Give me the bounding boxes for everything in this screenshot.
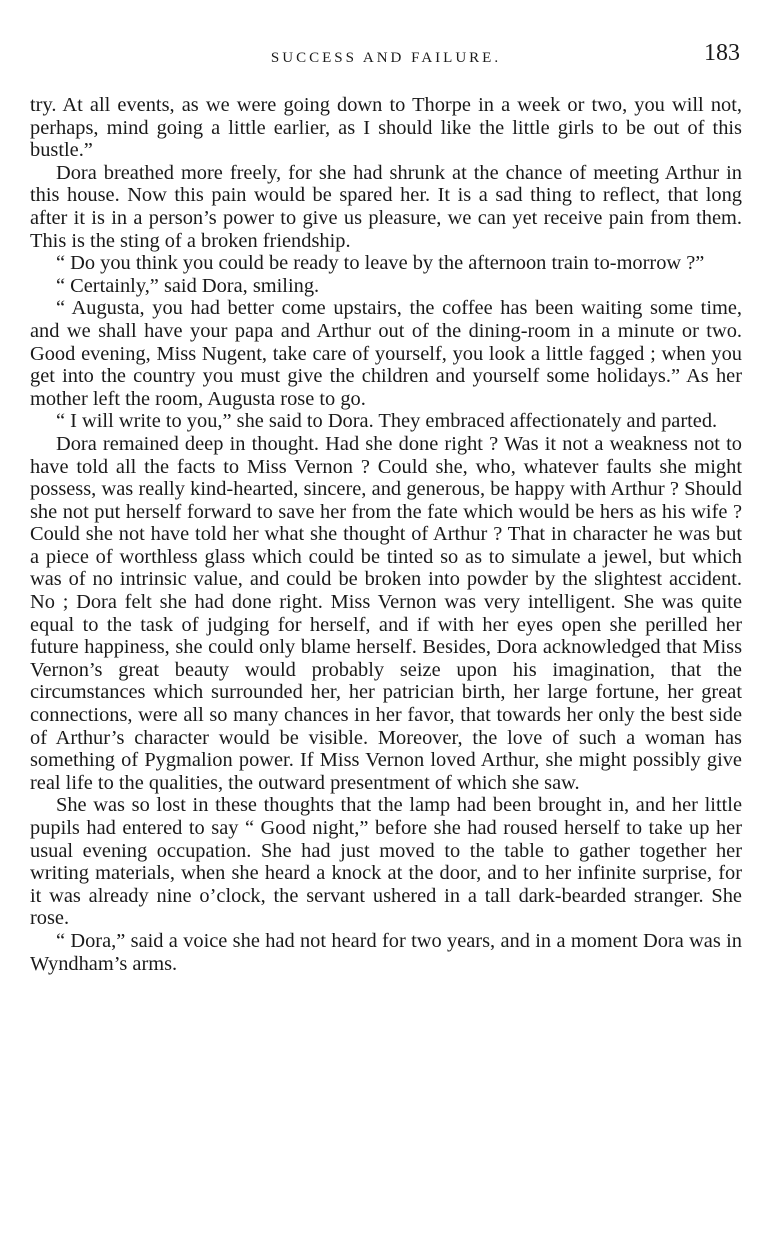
page-header (30, 36, 742, 94)
page-number: 183 (704, 40, 740, 66)
paragraph: “ Certainly,” said Dora, smiling. (56, 274, 320, 297)
paragraph-continuation: try. At all events, as we were going down to Thorpe in a week or two, you will not, perhaps, mind going a little earlier, as I should like the little girls to be out of this bustle.” (30, 94, 742, 162)
paragraph: Dora breathed more freely, for she had shrunk at the chance of meeting Arthur in this house. Now this pain would be spared her. It is a sad thing to reflect, that long after it is in a person’s power to give us pleasure, we can yet receive pain from them. This is the sting of a broken friendship. (30, 161, 742, 252)
paragraph: “ Dora,” said a voice she had not heard for two years, and in a moment Dora was in Wyndham’s arms. (30, 929, 742, 975)
paragraph: “ Do you think you could be ready to leave by the afternoon train to-morrow ?” (56, 252, 705, 275)
paragraph: “ I will write to you,” she said to Dora. They embraced affectionately and parted. (56, 410, 718, 433)
paragraph: “ Augusta, you had better come upstairs, the coffee has been waiting some time, and we shall have your papa and Arthur out of the dining-room in a minute or two. Good evening, Miss Nugent, take care of yourself, you look a little fagged ; when you get into the country you must give the children and yourself some holidays.” As her mother left the room, Augusta rose to go. (30, 297, 742, 410)
running-head: SUCCESS AND FAILURE. (270, 50, 502, 66)
body-text (30, 94, 742, 975)
paragraph: Dora remained deep in thought. Had she done right ? Was it not a weakness not to have told all the facts to Miss Vernon ? Could she, who, whatever faults she might possess, was really kind-hearted, sincere, and generous, be happy with Arthur ? Should she not put herself forward to save her from the fate which would be hers as his wife ? Could she not have told her what she thought of Arthur ? That in character he was but a piece of worthless glass which could be tinted so as to simulate a jewel, but which was of no intrinsic value, and could be broken into powder by the slightest accident. No ; Dora felt she had done right. Miss Vernon was very intelligent. She was quite equal to the task of judging for herself, and if with her eyes open she perilled her future happiness, she could only blame herself. Besides, Dora acknowledged that Miss Vernon’s great beauty would probably seize upon his imagination, that the circumstances which surrounded her, her patrician birth, her large fortune, her great connections, were all so many chances in her favor, that towards her only the best side of Arthur’s character would be visible. Moreover, the love of such a woman has something of Pygmalion power. If Miss Vernon loved Arthur, she might possibly give real life to the qualities, the outward presentment of which she saw. (30, 432, 742, 794)
paragraph: She was so lost in these thoughts that the lamp had been brought in, and her little pupils had entered to say “ Good night,” before she had roused herself to take up her usual evening occupation. She had just moved to the table to gather together her writing materials, when she heard a knock at the door, and to her infinite surprise, for it was already nine o’clock, the servant ushered in a tall dark-bearded stranger. She rose. (30, 794, 742, 930)
